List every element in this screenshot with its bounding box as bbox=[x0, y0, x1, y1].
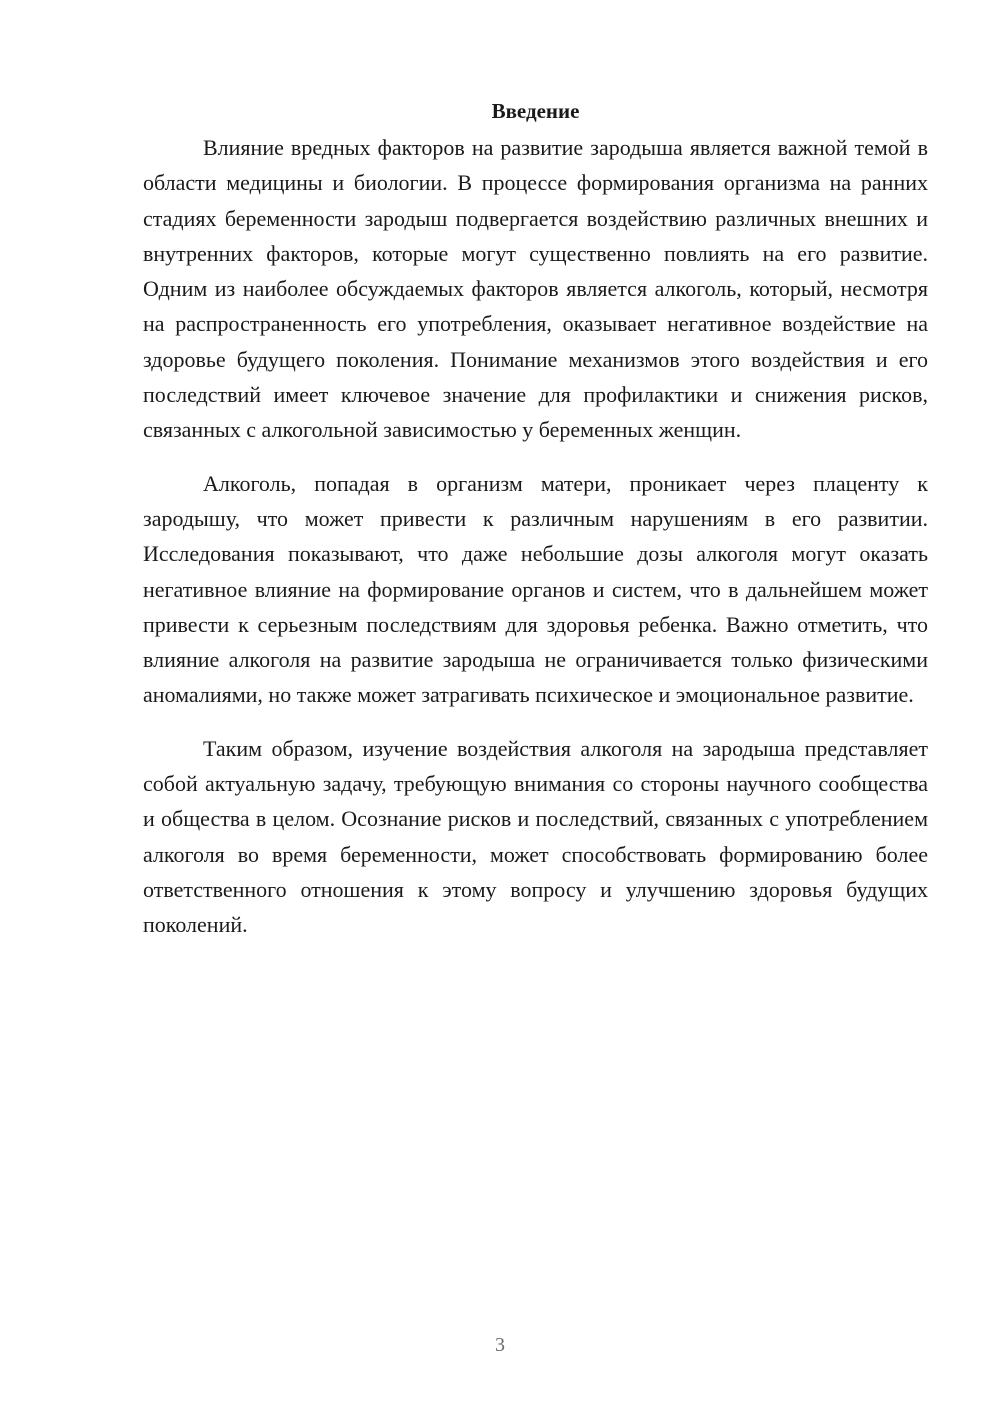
page-number: 3 bbox=[495, 1334, 505, 1356]
paragraph-3: Таким образом, изучение воздействия алкоголя на зародыша представляет собой актуальную задачу, требующую внимания со стороны научного сообщества и общества в целом. Осознание рисков и последствий, связанных с употреблением алкоголя во время беременности, может способствовать формированию более ответственного отношения к этому вопросу и улучшению здоровья будущих поколений. bbox=[143, 735, 928, 938]
paragraph-1: Влияние вредных факторов на развитие зародыша является важной темой в области медицины и биологии. В процессе формирования организма на ранних стадиях беременности зародыш подвергается воздействию различных внешних и внутренних факторов, которые могут существенно повлиять на его развитие. Одним из наиболее обсуждаемых факторов является алкоголь, который, несмотря на распространенность его употребления, оказывает негативное воздействие на здоровье будущего поколения. Понимание механизмов этого воздействия и его последствий имеет ключевое значение для профилактики и снижения рисков, связанных с алкогольной зависимостью у беременных женщин. bbox=[143, 135, 928, 443]
section-heading: Введение bbox=[491, 99, 580, 123]
document-page bbox=[143, 96, 928, 961]
paragraph-2: Алкоголь, попадая в организм матери, проникает через плаценту к зародышу, что может привести к различным нарушениям в его развитии. Исследования показывают, что даже небольшие дозы алкоголя могут оказать негативное влияние на формирование органов и систем, что в дальнейшем может привести к серьезным последствиям для здоровья ребенка. Важно отметить, что влияние алкоголя на развитие зародыша не ограничивается только физическими аномалиями, но также может затрагивать психическое и эмоциональное развитие. bbox=[143, 470, 928, 708]
